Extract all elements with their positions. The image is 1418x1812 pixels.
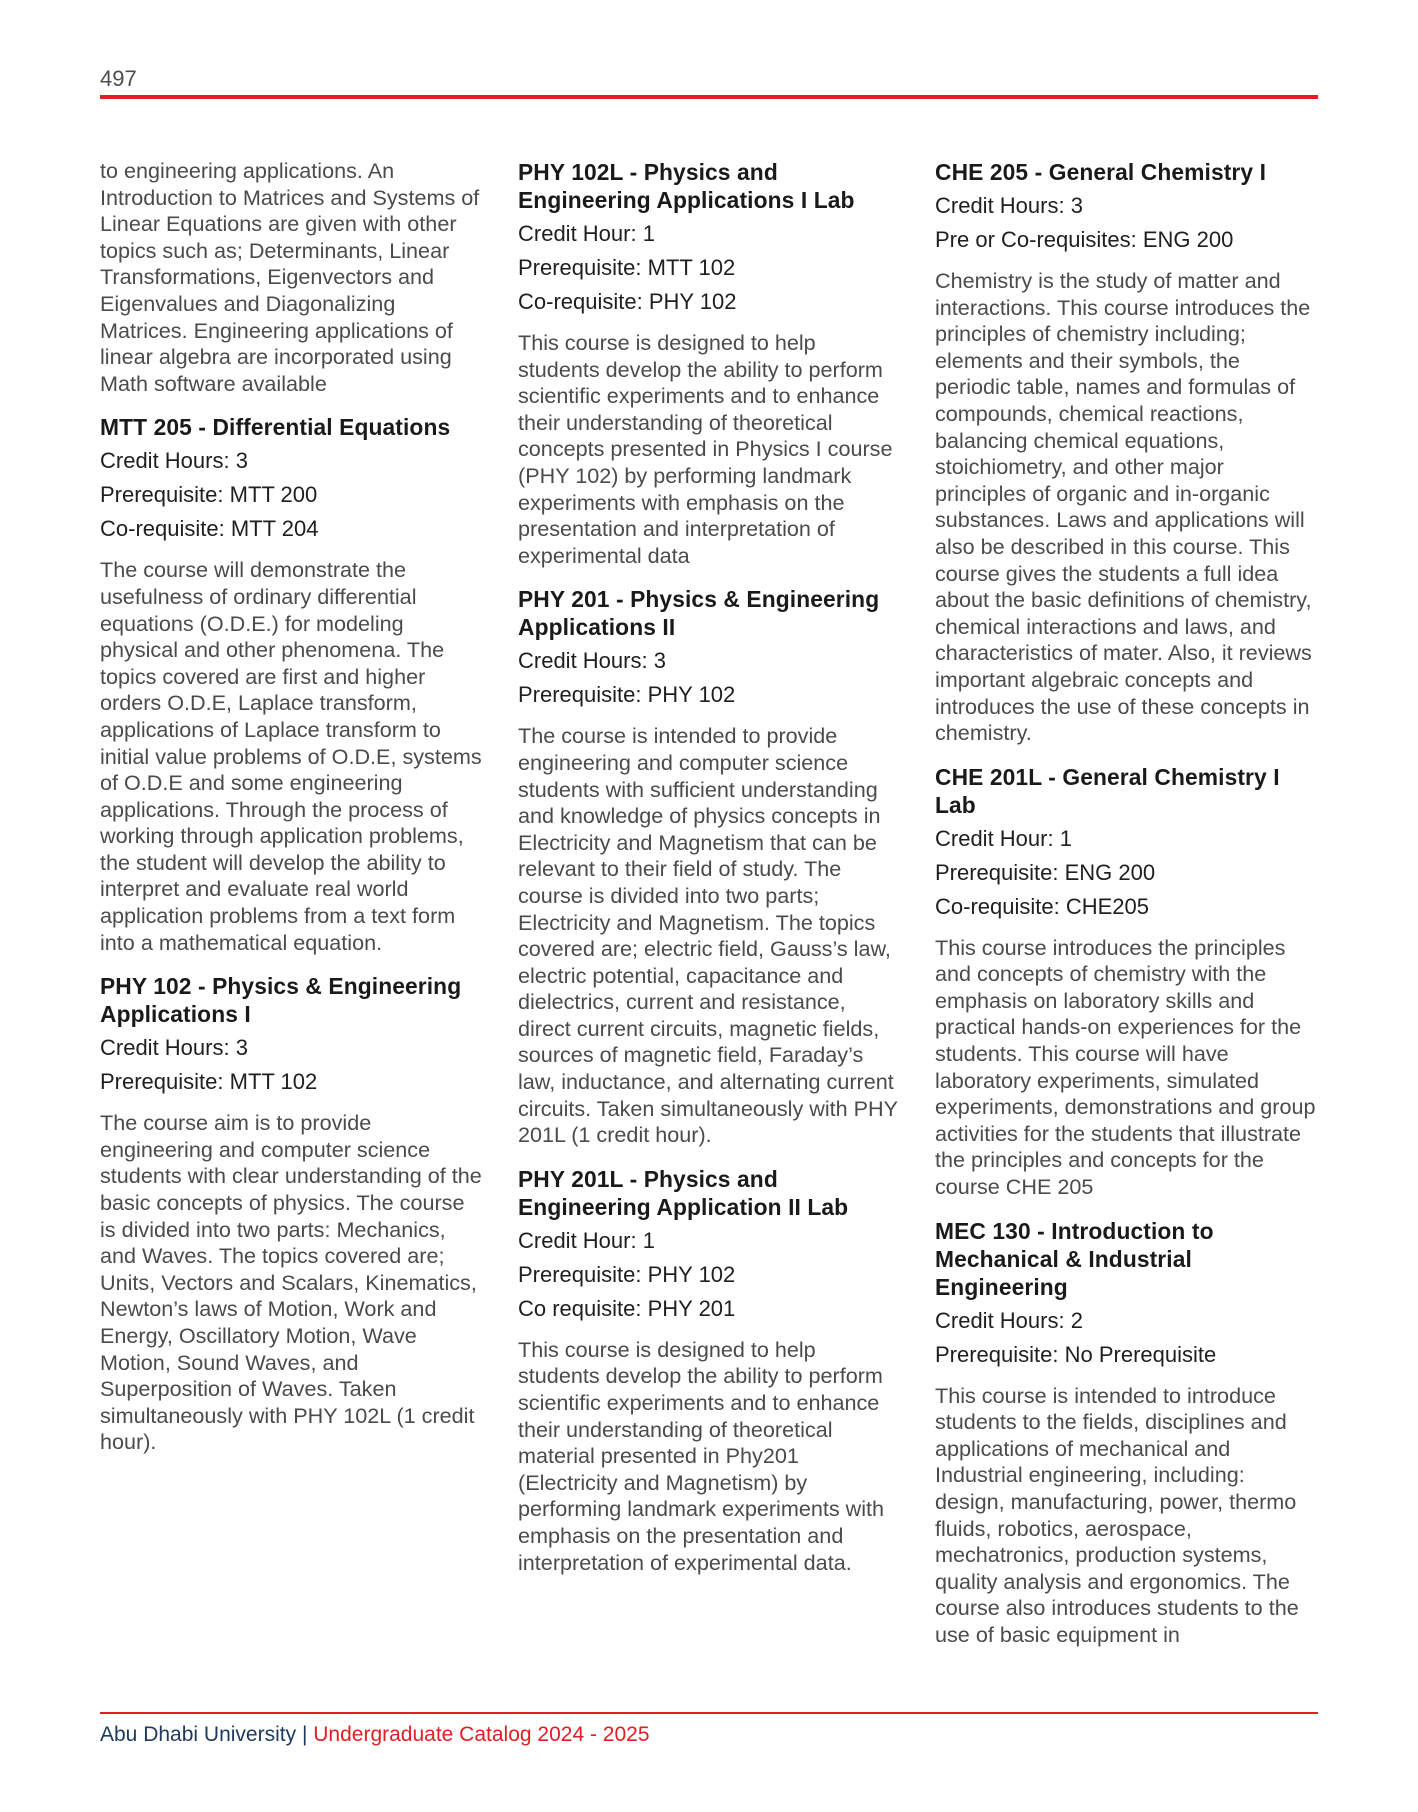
continued-description: to engineering applications. An Introduction to Matrices and Systems of Linear Equations are given with other topics such as; Determinants, Linear Transformations, Eigenvectors and Eigenvalues and Diagonalizing Matrices. Engineering applications of linear algebra are incorporated using Math software available [100,158,480,396]
corequisite: Co requisite: PHY 201 [518,1295,736,1321]
corequisite: Co-requisite: PHY 102 [518,289,737,314]
corequisite: Co-requisite: CHE205 [935,893,1149,919]
page-number: 497 [100,66,137,91]
course-title: CHE 205 - General Chemistry I [935,159,1267,185]
corequisite: Co-requisite: MTT 204 [100,516,319,542]
column-3 [935,158,1320,1665]
prerequisite: Prerequisite: PHY 102 [518,1261,736,1287]
prerequisite: Pre or Co-requisites: ENG 200 [935,227,1234,252]
course-description: This course introduces the principles and concepts of chemistry with the emphasis on laboratory skills and practical hands-on experiences for the students. This course will have laboratory experiments, simulated experiments, demonstrations and group activities for the students that illustrate the principles and concepts for the course CHE 205 [935,934,1316,1200]
column-2 [518,158,903,1592]
course-title: MTT 205 - Differential Equations [100,414,451,441]
credit-hours: Credit Hours: 2 [935,1307,1083,1333]
credit-hours: Credit Hours: 3 [100,1035,248,1061]
course-title: PHY 102 - Physics & Engineering Applications I [100,973,462,1028]
prerequisite: Prerequisite: No Prerequisite [935,1341,1217,1367]
course-title: CHE 201L - General Chemistry I Lab [935,763,1280,818]
credit-hours: Credit Hours: 3 [100,448,248,474]
course-title: PHY 102L - Physics and Engineering Applications I Lab [518,159,855,213]
course-description: This course is designed to help students develop the ability to perform scientific experiments and to enhance their understanding of theoretical concepts presented in Physics I course (PHY 102) by performing landmark experiments with emphasis on the presentation and interpretation of experimental data [518,330,893,568]
header-divider [100,95,1318,99]
footer [100,1723,650,1747]
footer-university: Abu Dhabi University [100,1723,297,1746]
footer-divider [100,1712,1318,1714]
course-phy102l [518,158,903,569]
course-description: The course aim is to provide engineering and computer science students with clear understanding of the basic concepts of physics. The course is divided into two parts: Mechanics, and Waves. The topics covered are; Units, Vectors and Scalars, Kinematics, Newton’s laws of Motion, Work and Energy, Oscillatory Motion, Wave Motion, Sound Waves, and Superposition of Waves. Taken simultaneously with PHY 102L (1 credit hour). [100,1110,482,1455]
prerequisite: Prerequisite: PHY 102 [518,682,736,708]
course-description: The course will demonstrate the usefulness of ordinary differential equations (O.D.E.) for modeling physical and other phenomena. The topics covered are first and higher orders O.D.E, Laplace transform, applications of Laplace transform to initial value problems of O.D.E, systems of O.D.E and some engineering applications. Through the process of working through application problems, the student will develop the ability to interpret and evaluate real world application problems from a text form into a mathematical equation. [100,557,482,955]
course-phy102 [100,972,485,1456]
credit-hours: Credit Hours: 3 [518,648,666,674]
course-title: PHY 201L - Physics and Engineering Application II Lab [518,1165,849,1220]
footer-separator: | [301,1723,308,1746]
prerequisite: Prerequisite: MTT 102 [518,255,736,280]
course-title: PHY 201 - Physics & Engineering Applications II [518,586,880,641]
course-che201l [935,763,1320,1201]
course-description: The course is intended to provide engineering and computer science students with sufficient understanding and knowledge of physics concepts in Electricity and Magnetism that can be relevant to their field of study. The course is divided into two parts; Electricity and Magnetism. The topics covered are; electric field, Gauss’s law, electric potential, capacitance and dielectrics, current and resistance, direct current circuits, magnetic fields, sources of magnetic field, Faraday’s law, inductance, and alternating current circuits. Taken simultaneously with PHY 201L (1 credit hour). [518,723,898,1148]
footer-catalog-title: Undergraduate Catalog 2024 - 2025 [313,1723,650,1746]
prerequisite: Prerequisite: MTT 102 [100,1069,318,1095]
course-phy201 [518,585,903,1149]
course-che205 [935,158,1320,747]
course-phy201l [518,1165,903,1576]
credit-hours: Credit Hour: 1 [518,1227,655,1253]
prerequisite: Prerequisite: MTT 200 [100,482,318,508]
course-mec130 [935,1217,1320,1649]
credit-hours: Credit Hour: 1 [518,221,655,246]
column-1 [100,158,485,1472]
course-description: This course is designed to help students develop the ability to perform scientific experiments and to enhance their understanding of theoretical material presented in Phy201 (Electricity and Magnetism) by performing landmark experiments with emphasis on the presentation and interpretation of experimental data. [518,1336,885,1575]
course-title: MEC 130 - Introduction to Mechanical & Industrial Engineering [935,1217,1214,1300]
course-description: This course is intended to introduce students to the fields, disciplines and applications of mechanical and Industrial engineering, including: design, manufacturing, power, thermo fluids, robotics, aerospace, mechatronics, production systems, quality analysis and ergonomics. The course also introduces students to the use of basic equipment in [935,1382,1299,1647]
credit-hours: Credit Hours: 3 [935,193,1083,218]
credit-hours: Credit Hour: 1 [935,825,1072,851]
course-mtt205 [100,413,485,956]
prerequisite: Prerequisite: ENG 200 [935,859,1156,885]
course-description: Chemistry is the study of matter and interactions. This course introduces the principles of chemistry including; elements and their symbols, the periodic table, names and formulas of compounds, chemical reactions, balancing chemical equations, stoichiometry, and other major principles of organic and in-organic substances. Laws and applications will also be described in this course. This course gives the students a full idea about the basic definitions of chemistry, chemical interactions and laws, and characteristics of mater. Also, it reviews important algebraic concepts and introduces the use of these concepts in chemistry. [935,268,1312,746]
